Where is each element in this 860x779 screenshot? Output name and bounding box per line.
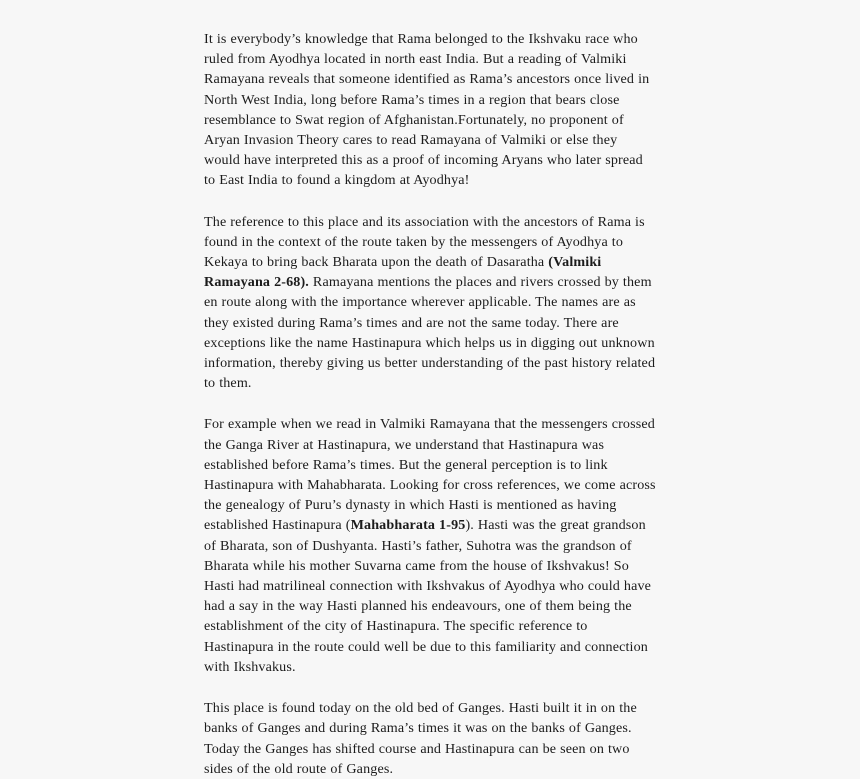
article-body bbox=[204, 29, 656, 779]
paragraph-3-text-before: For example when we read in Valmiki Ramayana that the messengers crossed the Ganga River at Hastinapura, we understand that Hastinapura was established before Rama’s times. But the general perception is to link Hastinapura with Mahabharata. Looking for cross references, we come across the genealogy of Puru’s dynasty in which Hasti is mentioned as having established Hastinapura ( bbox=[204, 416, 656, 534]
paragraph-1: It is everybody’s knowledge that Rama belonged to the Ikshvaku race who ruled from Ayodhya located in north east India. But a reading of Valmiki Ramayana reveals that someone identified as Rama’s ancestors once lived in North West India, long before Rama’s times in a region that bears close resemblance to Swat region of Afghanistan.Fortunately, no proponent of Aryan Invasion Theory cares to read Ramayana of Valmiki or else they would have interpreted this as a proof of incoming Aryans who later spread to East India to found a kingdom at Ayodhya! bbox=[204, 31, 650, 189]
paragraph-3 bbox=[204, 414, 656, 677]
paragraph-2 bbox=[204, 212, 656, 394]
paragraph-4: This place is found today on the old bed of Ganges. Hasti built it in on the banks of Ganges and during Rama’s times it was on the banks of Ganges. Today the Ganges has shifted course and Hastinapura can be seen on two sides of the old route of Ganges. bbox=[204, 700, 637, 777]
citation-mahabharata: Mahabharata 1-95 bbox=[350, 517, 466, 534]
paragraph-2-text-after: Ramayana mentions the places and rivers crossed by them en route along with the importance wherever applicable. The names are as they existed during Rama’s times and are not the same today. There are exceptions like the name Hastinapura which helps us in digging out unknown information, thereby giving us better understanding of the past history related to them. bbox=[204, 274, 656, 392]
paragraph-2-text-before: The reference to this place and its association with the ancestors of Rama is found in the context of the route taken by the messengers of Ayodhya to Kekaya to bring back Bharata upon the death of Dasaratha bbox=[204, 213, 645, 271]
citation-valmiki-ramayana: (Valmiki Ramayana 2-68). bbox=[204, 254, 602, 291]
paragraph-3-text-after: ). Hasti was the great grandson of Bharata, son of Dushyanta. Hasti’s father, Suhotra was the grandson of Bharata while his mother Suvarna came from the house of Ikshvakus! So Hasti had matrilineal connection with Ikshvakus of Ayodhya who could have had a say in the way Hasti planned his endeavours, one of them being the establishment of the city of Hastinapura. The specific reference to Hastinapura in the route could well be due to this familiarity and connection with Ikshvakus. bbox=[204, 517, 652, 675]
